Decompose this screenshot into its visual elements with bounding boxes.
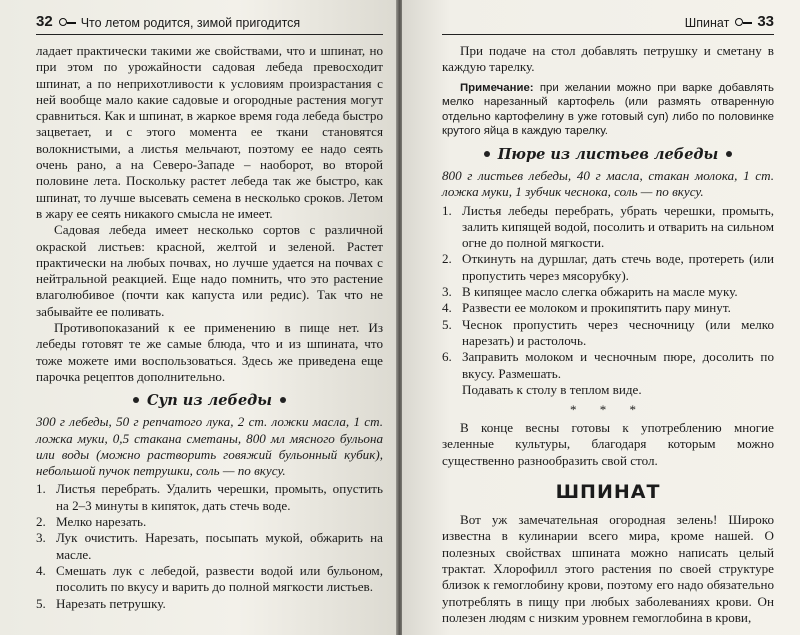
note-text: при желании можно при варке добавлять мелко нарезанный картофель (или размять отваренную отдельно картофелину в уже готовый суп) либо по половинке крутого яйца в каждую тарелку. [442,81,774,138]
list-item: 6. Заправить молоком и чесночным пюре, досолить по вкусу. Размешать. [442,349,774,381]
list-item: 5. Нарезать петрушку. [36,595,166,611]
left-paragraph-1: ладает практически такими же свойствами, что и шпинат, но при этом по урожайности садовая лебеда превосходит шпинат, а по неприхотливости к условиям произрастания с ней вообще мало какие садовые и огородные растения могут сравниться. Как и шпинат, в жаркое время года лебеда быстро зацветает, и с этого момента ее ткани становятся волокнистыми, а листья мельчают, поэтому ее надо сеять очень рано, а на Северо-Западе – наоборот, во второй половине лета. Поскольку растет лебеда так же быстро, как шпинат, то лучше высевать семена в несколько сроков. Летом в жару ее сеять никакого смысла не имеет. [36,43,383,221]
recipe-title-puree: Пюре из листьев лебеды [442,146,774,163]
spinach-paragraph: Вот уж замечательная огородная зелень! Широко известна в кулинарии всего мира, кроме нашей. О полезных свойствах шпината можно написать целый трактат. Хлорофилл этого растения по своей структуре близок к гемоглобину крови, поэтому его надо обязательно употреблять в пищу при любых заболеваниях крови. Он полезен людям с низким уровнем гемоглобина в крови, [442,512,774,625]
spring-paragraph: В конце весны готовы к употреблению многие зеленные культуры, благодаря которым можно существенно разнообразить свой стол. [442,420,774,468]
puree-ingredients: 800 г листьев лебеды, 40 г масла, стакан молока, 1 ст. ложка муки, 1 зубчик чеснока, соль — по вкусу. [442,167,774,200]
left-page-number: 32 [36,13,53,30]
list-item: 2. Откинуть на дуршлаг, дать стечь воде, протереть (или пропустить через мясорубку). [442,251,774,283]
left-paragraph-2: Садовая лебеда имеет несколько сортов с различной окраской листьев: красной, желтой и зеленой. Растет практически на любых почвах, но лучше удается на почвах с нейтральной реакцией. Еще надо помнить, что это растение влаголюбивое (почти как капуста или редис). Так что не забывайте ее поливать. [36,222,383,319]
right-page [402,0,800,635]
recipe-title-soup: Суп из лебеды [36,392,383,409]
right-running-head [442,0,774,35]
note-label: Примечание: [460,81,534,94]
list-item: 4. Развести ее молоком и прокипятить пару минут. [442,300,731,316]
list-item: 1. Листья перебрать. Удалить черешки, промыть, опустить на 2–3 минуты в кипяток, дать стечь воде. [36,481,383,513]
bullet-icon [280,397,286,403]
bullet-icon [133,397,139,403]
list-item: 2. Мелко нарезать. [36,514,147,530]
section-divider: * * * [570,402,646,418]
list-item: 5. Чеснок пропустить через чесночницу (или мелко нарезать) и растолочь. [442,316,774,348]
list-item: 4. Смешать лук с лебедой, развести водой или бульоном, посолить по вкусу и варить до полной мягкости листьев. [36,562,383,595]
bullet-icon [484,151,490,157]
key-icon [735,18,751,27]
list-item: 3. Лук очистить. Нарезать, посыпать мукой, обжарить на масле. [36,530,383,562]
soup-ingredients: 300 г лебеды, 50 г репчатого лука, 2 ст. ложки масла, 1 ст. ложка муки, 0,5 стакана сметаны, 800 мл мясного бульона или воды (можно растворить говяжий бульонный кубик), небольшой пучок петрушки, соль — по вкусу. [36,414,383,479]
section-title-spinach: ШПИНАТ [555,481,661,504]
left-page [0,0,397,635]
soup-steps [36,481,383,611]
left-running-title: Что летом родится, зимой пригодится [80,16,301,30]
list-item: 3. В кипящее масло слегка обжарить на масле муку. [442,284,738,300]
serving-text: При подаче на стол добавлять петрушку и сметану в каждую тарелку. [442,43,774,75]
left-running-head [36,0,383,35]
right-page-number: 33 [757,13,774,30]
puree-steps [442,203,774,382]
left-paragraph-3: Противопоказаний к ее применению в пище нет. Из лебеды готовят те же самые блюда, что и из шпината, что тоже можете ими воспользоваться. Здесь же приведена еще парочка рецептов дополнительно. [36,320,383,384]
key-icon [59,18,75,27]
right-running-title: Шпинат [684,16,730,30]
serve-line: Подавать к столу в теплом виде. [462,381,642,397]
list-item: 1. Листья лебеды перебрать, убрать черешки, промыть, залить кипящей водой, посолить и отварить на сильном огне до полной мягкости. [442,202,774,251]
note [442,81,774,139]
bullet-icon [726,151,732,157]
